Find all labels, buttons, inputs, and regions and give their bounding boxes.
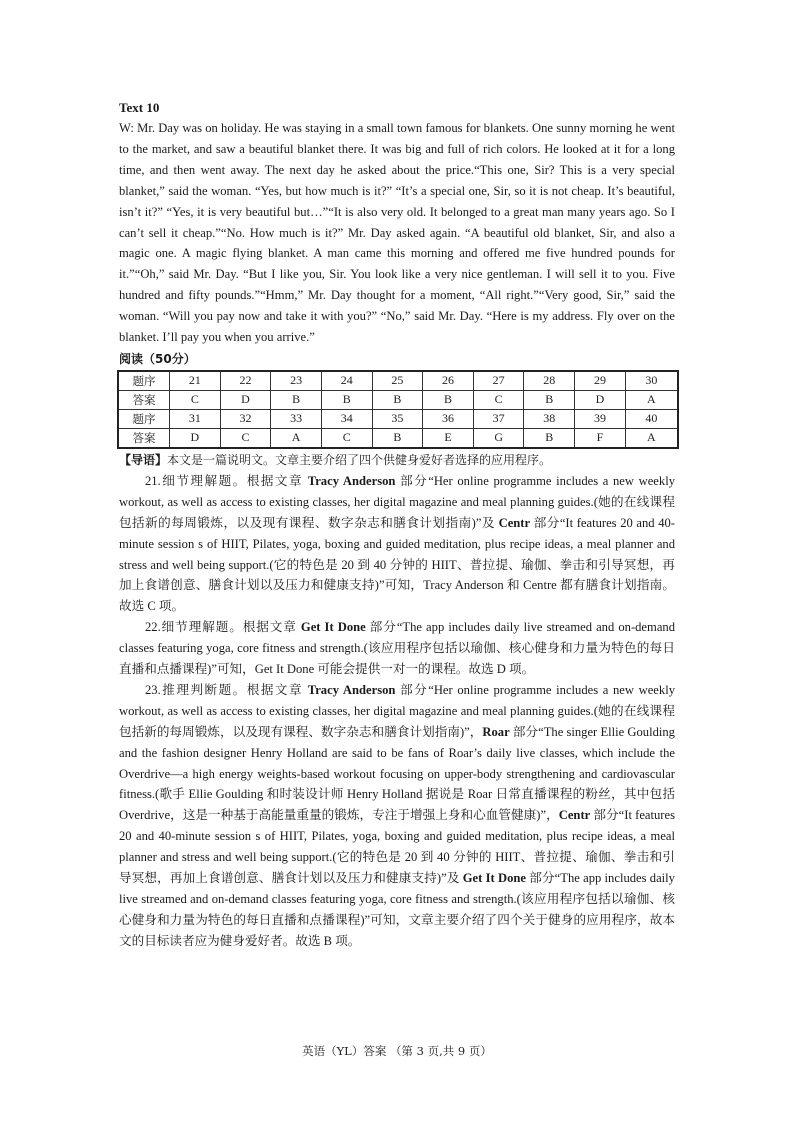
q23-bold-3: Centr xyxy=(558,808,591,823)
table-cell: B xyxy=(271,390,322,409)
table-cell: 26 xyxy=(423,371,474,391)
table-row xyxy=(118,428,678,448)
table-cell: 37 xyxy=(473,409,524,428)
q23-bold-2: Roar xyxy=(482,724,510,739)
table-cell: 23 xyxy=(271,371,322,391)
table-cell: G xyxy=(473,428,524,448)
q23-bold-4: Get It Done xyxy=(462,871,526,886)
q22-explanation xyxy=(119,617,675,680)
table-cell: 31 xyxy=(170,409,221,428)
table-cell: 29 xyxy=(575,371,626,391)
table-row xyxy=(118,409,678,428)
page-footer: 英语（YL）答案 （第 3 页,共 9 页） xyxy=(302,1044,492,1058)
table-cell: C xyxy=(473,390,524,409)
table-cell: C xyxy=(321,428,372,448)
table-cell: 35 xyxy=(372,409,423,428)
q23-explanation xyxy=(119,680,675,952)
table-cell: B xyxy=(524,428,575,448)
table-cell: A xyxy=(625,390,678,409)
table-cell: 39 xyxy=(575,409,626,428)
table-cell: B xyxy=(372,428,423,448)
q21-text-2: 部分“Her online programme includes a new weekly workout, as well as access to existing classes, her digital magazine and meal planning guides.(她的在线课程包括新的每周锻炼，以及现有课程、数字杂志和膳食计划指南)”及 xyxy=(119,473,675,530)
table-cell: 28 xyxy=(524,371,575,391)
table-cell: B xyxy=(372,390,423,409)
table-cell: 40 xyxy=(625,409,678,428)
table-cell: 30 xyxy=(625,371,678,391)
q23-text-4: 部分“It features 20 and 40-minute session s of HIIT, Pilates, yoga, boxing and guided meditation, plus recipe ideas, a meal planner and stress and well being support.(它的特色是 20 到 40 分钟的 HIIT、普拉提、瑜伽、拳击和引导冥想，再加上食谱创意、膳食计划以及压力和健康支持)”及 xyxy=(119,808,675,886)
q22-bold-1: Get It Done xyxy=(300,620,366,635)
table-cell: 27 xyxy=(473,371,524,391)
table-cell: A xyxy=(625,428,678,448)
q21-text-3: 部分“It features 20 and 40-minute session s of HIIT, Pilates, yoga, boxing and guided meditation, plus recipe ideas, a meal planner and stress and well being support.(它的特色是 20 到 40 分钟的 HIIT、普拉提、瑜伽、拳击和引导冥想，再加上食谱创意、膳食计划以及压力和健康支持)”可知，Tracy Anderson 和 Centre 都有膳食计划指南。故选 C 项。 xyxy=(119,515,675,614)
table-cell: D xyxy=(170,428,221,448)
q22-text-1: 22.细节理解题。根据文章 xyxy=(145,620,301,635)
table-cell: 21 xyxy=(170,371,221,391)
table-cell: F xyxy=(575,428,626,448)
reading-section-title: 阅读（50分） xyxy=(119,351,196,366)
q23-text-2: 部分“Her online programme includes a new weekly workout, as well as access to existing classes, her digital magazine and meal planning guides.(她的在线课程包括新的每周锻炼，以及现有课程、数字杂志和膳食计划指南)”， xyxy=(119,682,675,739)
table-row xyxy=(118,390,678,409)
text10-transcript: W: Mr. Day was on holiday. He was staying in a small town famous for blankets. One sunny morning he went to the market, and saw a beautiful blanket there. It was big and full of rich colors. He looked at it for a long time, and then went away. The next day he asked about the price.“This one, Sir? This is a very special blanket,” said the woman. “Yes, but how much is it?” “It’s a special one, Sir, so it is not cheap. It’s beautiful, isn’t it?” “Yes, it is very beautiful but…”“It is also very old. It belonged to a great man many years ago. So I can’t sell it cheap.”“No. How much is it?” Mr. Day asked again. “A beautiful old blanket, Sir, and also a magic one. A magic flying blanket. A man came this morning and offered me five hundred pounds for it.”“Oh,” said Mr. Day. “But I like you, Sir. You look like a very nice gentleman. I will sell it to you. Five hundred and fifty pounds.”“Hmm,” Mr. Day thought for a moment, “All right.”“Very good, Sir,” said the woman. “Will you pay now and take it with you?” “No,” said Mr. Day. “Here is my address. Fly over on the blanket. I’ll pay you when you arrive.” xyxy=(119,121,675,345)
q23-text-1: 23.推理判断题。根据文章 xyxy=(145,682,308,697)
guide-label: 【导语】 xyxy=(119,452,168,467)
guide-text: 本文是一篇说明文。文章主要介绍了四个供健身爱好者选择的应用程序。 xyxy=(167,452,552,467)
table-cell: 38 xyxy=(524,409,575,428)
row-label-answer: 答案 xyxy=(118,428,170,448)
q21-bold-1: Tracy Anderson xyxy=(307,473,396,488)
table-cell: B xyxy=(524,390,575,409)
table-cell: A xyxy=(271,428,322,448)
row-label-answer: 答案 xyxy=(118,390,170,409)
q21-explanation xyxy=(119,471,675,617)
table-cell: 24 xyxy=(321,371,372,391)
table-cell: E xyxy=(423,428,474,448)
table-cell: B xyxy=(321,390,372,409)
row-label-question: 题序 xyxy=(118,409,170,428)
table-cell: B xyxy=(423,390,474,409)
table-cell: 36 xyxy=(423,409,474,428)
table-cell: 34 xyxy=(321,409,372,428)
table-cell: D xyxy=(575,390,626,409)
q22-text-2: 部分“The app includes daily live streamed and on-demand classes featuring yoga, core fitness and strength.(该应用程序包括以瑜伽、核心健身和力量为特色的每日直播和点播课程)”可知，Get It Done 可能会提供一对一的课程。故选 D 项。 xyxy=(119,620,675,677)
answer-key-table xyxy=(117,370,679,449)
table-cell: 25 xyxy=(372,371,423,391)
q23-bold-1: Tracy Anderson xyxy=(307,682,396,697)
table-row xyxy=(118,371,678,391)
row-label-question: 题序 xyxy=(118,371,170,391)
q23-text-3: 部分“The singer Ellie Goulding and the fashion designer Henry Holland are said to be fans of Roar’s daily live classes, which include the Overdrive—a high energy weights-based workout focusing on upper-body strengthening and cardiovascular fitness.(歌手 Ellie Goulding 和时装设计师 Henry Holland 据说是 Roar 日常直播课程的粉丝，其中包括 Overdrive，这是一种基于高能量重量的锻炼，专注于增强上身和心血管健康)”， xyxy=(119,724,675,823)
table-cell: 32 xyxy=(220,409,271,428)
guide-paragraph xyxy=(119,450,675,471)
table-cell: C xyxy=(170,390,221,409)
table-cell: D xyxy=(220,390,271,409)
text10-title: Text 10 xyxy=(119,100,160,115)
q21-bold-2: Centr xyxy=(498,515,531,530)
table-cell: 22 xyxy=(220,371,271,391)
table-cell: C xyxy=(220,428,271,448)
q21-text-1: 21.细节理解题。根据文章 xyxy=(145,473,308,488)
table-cell: 33 xyxy=(271,409,322,428)
answer-page xyxy=(119,97,675,952)
q23-text-5: 部分“The app includes daily live streamed and on-demand classes featuring yoga, core fitness and strength.(该应用程序包括以瑜伽、核心健身和力量为特色的每日直播和点播课程)”可知，文章主要介绍了四个关于健身的应用程序，故本文的目标读者应为健身爱好者。故选 B 项。 xyxy=(119,871,675,948)
